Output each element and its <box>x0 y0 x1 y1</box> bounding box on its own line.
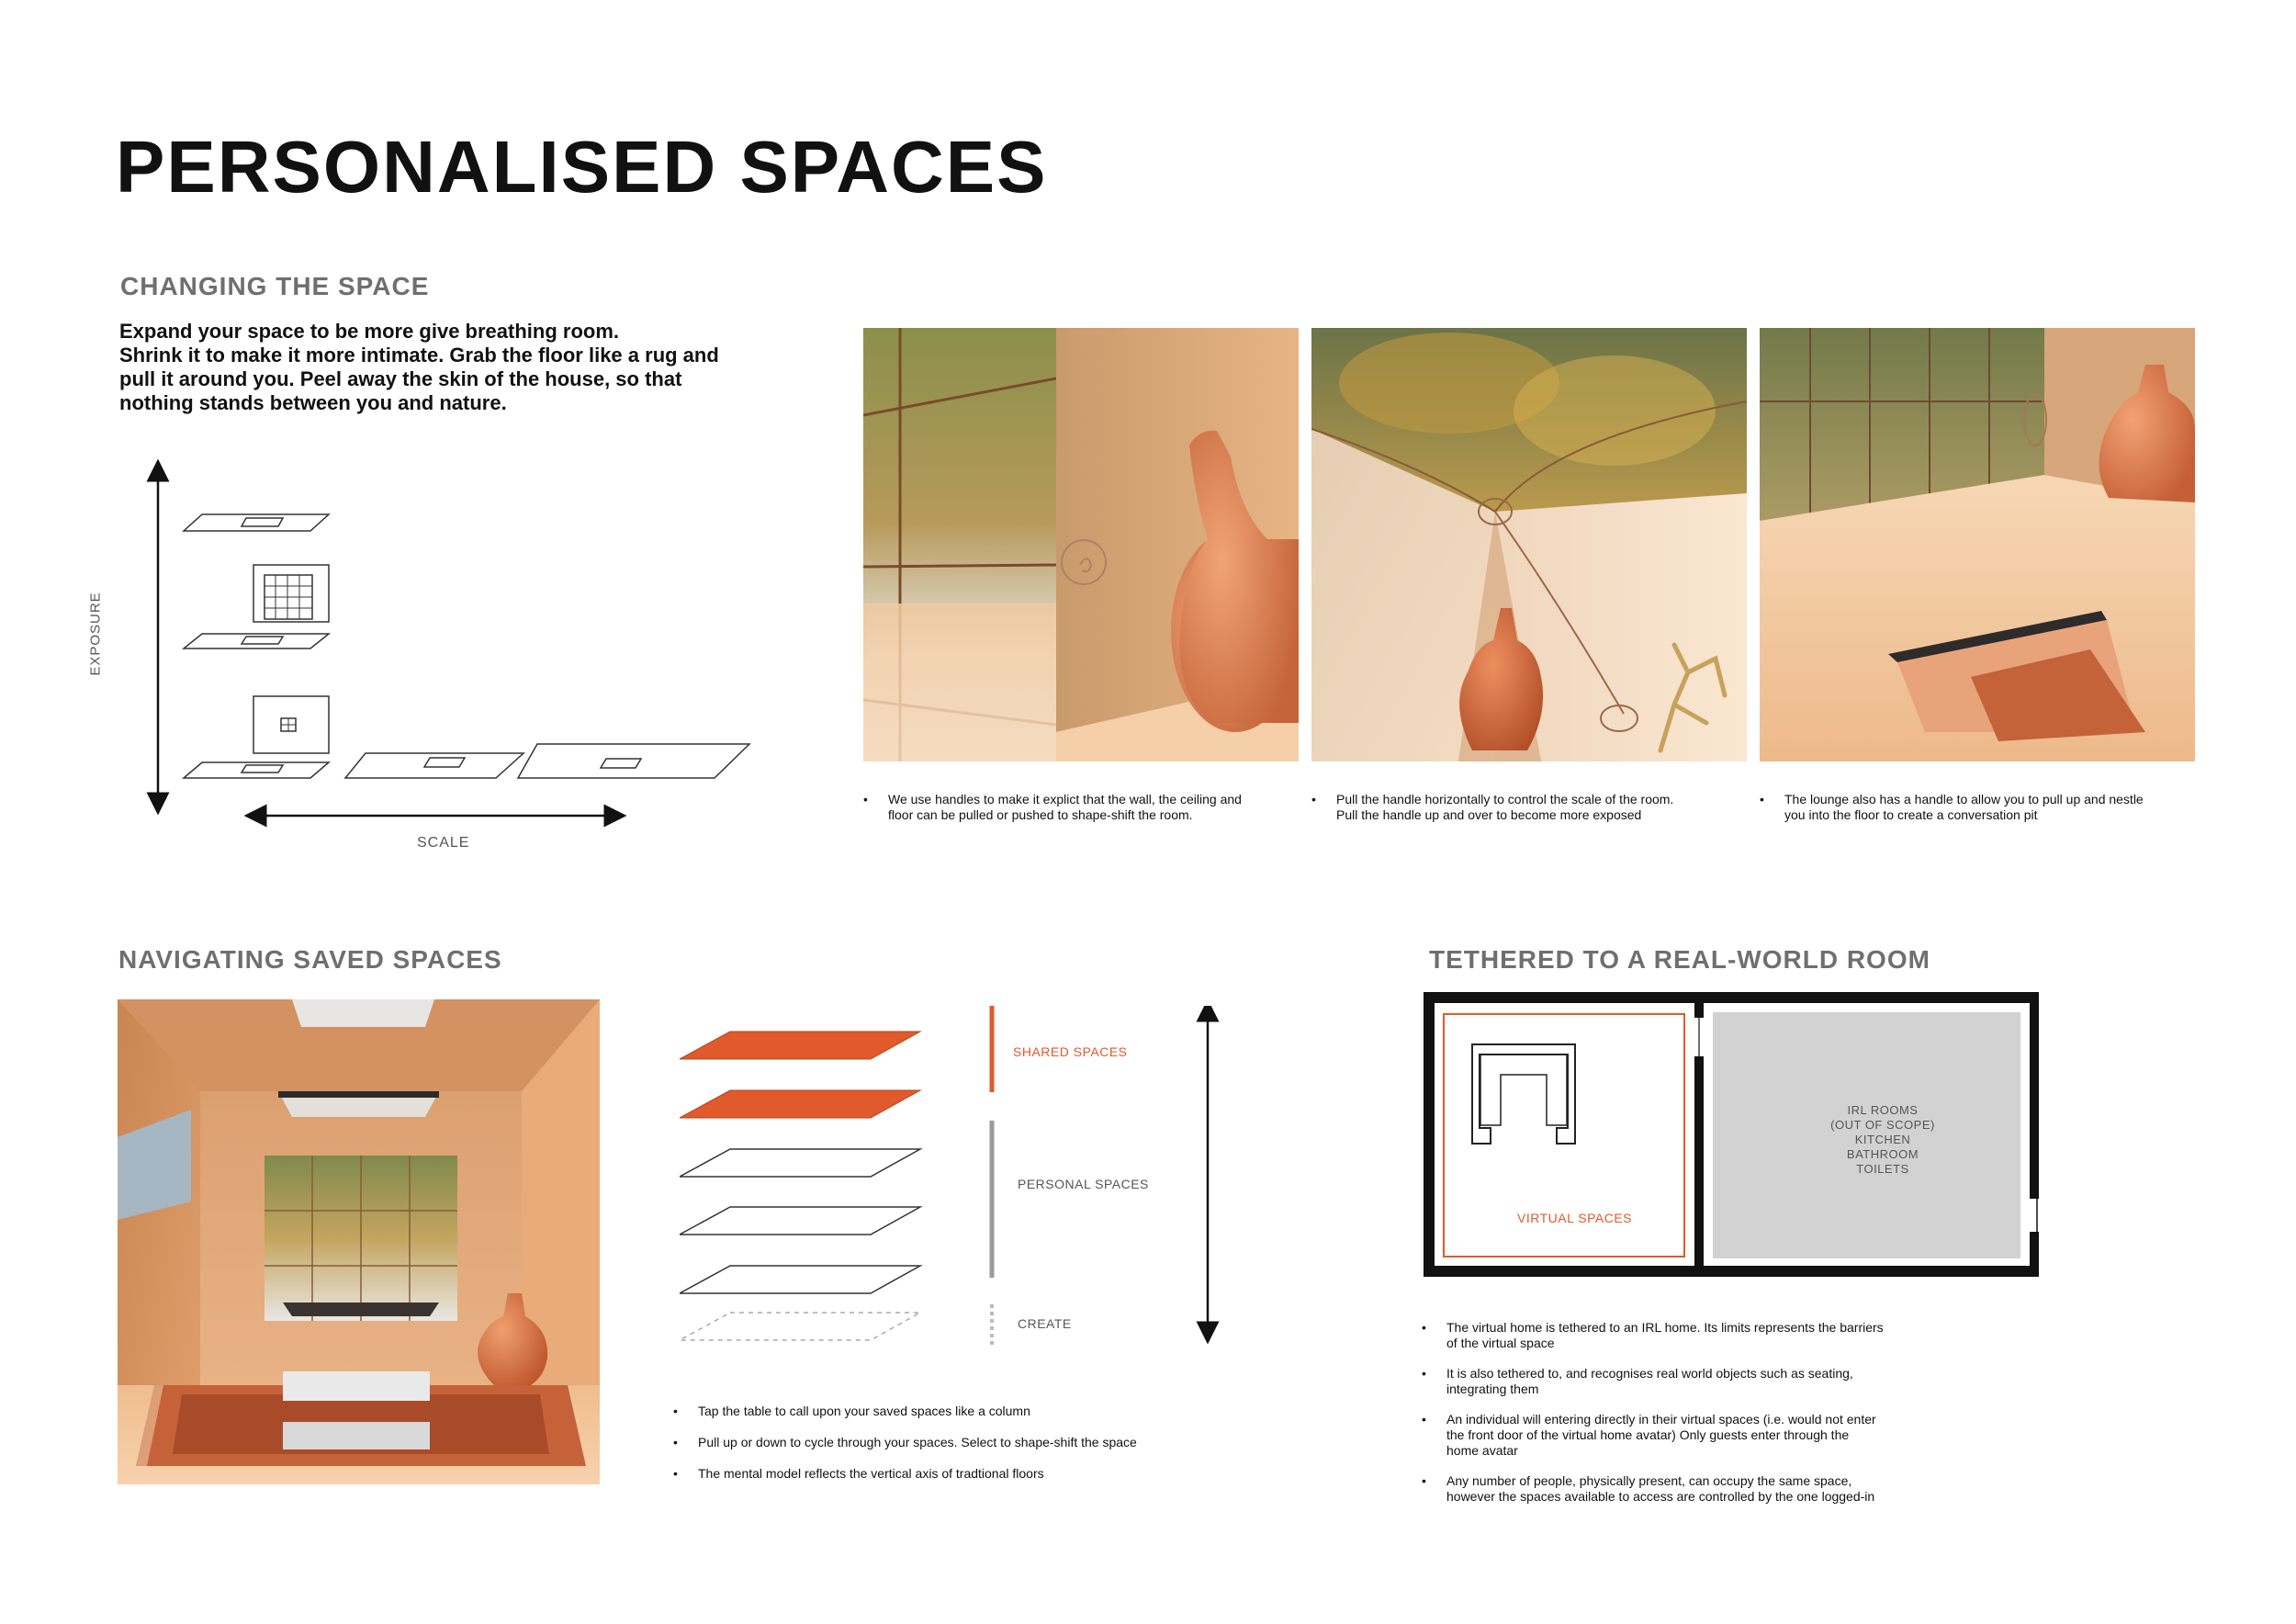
exposure-scale-diagram <box>92 459 771 882</box>
irl-line: IRL ROOMS <box>1847 1103 1919 1117</box>
caption-line: you into the floor to create a conversation pit <box>1784 807 2038 822</box>
saved-spaces-stack-diagram <box>680 1006 1249 1364</box>
room-render-wall-handle <box>863 328 1299 761</box>
navigating-bullet <box>673 1404 1030 1419</box>
virtual-spaces-label: VIRTUAL SPACES <box>1517 1211 1633 1225</box>
tethered-bullet <box>1422 1320 1884 1351</box>
irl-rooms-label <box>1805 1103 1961 1177</box>
intro-line: Shrink it to make it more intimate. Grab the floor like a rug and <box>119 344 719 367</box>
caption-render-1 <box>863 792 1295 823</box>
caption-line: Pull the handle horizontally to control the scale of the room. <box>1336 792 1674 806</box>
bullet-line: integrating them <box>1446 1382 1539 1396</box>
bullet-dot: • <box>1311 792 1316 806</box>
tethered-bullet <box>1422 1473 1874 1505</box>
intro-line: pull it around you. Peel away the skin of the house, so that <box>119 367 682 390</box>
bullet-dot: • <box>1760 792 1764 806</box>
bullet-text: Pull up or down to cycle through your spaces. Select to shape-shift the space <box>698 1435 1137 1449</box>
bullet-dot: • <box>1422 1320 1426 1335</box>
irl-line: KITCHEN <box>1854 1133 1911 1146</box>
irl-line: BATHROOM <box>1846 1147 1919 1161</box>
sofa-outline <box>1472 1044 1575 1144</box>
changing-intro <box>119 320 762 415</box>
bullet-dot: • <box>673 1435 678 1449</box>
personal-space-layer <box>680 1207 920 1235</box>
irl-line: (OUT OF SCOPE) <box>1830 1118 1935 1132</box>
tethered-bullet <box>1422 1366 1853 1397</box>
navigating-bullet <box>673 1466 1044 1482</box>
caption-line: We use handles to make it explict that the wall, the ceiling and <box>888 792 1242 806</box>
room-render-conversation-pit <box>1760 328 2195 761</box>
bullet-line: of the virtual space <box>1446 1336 1555 1350</box>
bullet-text: The mental model reflects the vertical axis of tradtional floors <box>698 1466 1044 1481</box>
bullet-line: It is also tethered to, and recognises real world objects such as seating, <box>1446 1366 1853 1381</box>
floor-rug <box>242 518 283 526</box>
caption-line: Pull the handle up and over to become more exposed <box>1336 807 1642 822</box>
shared-spaces-label: SHARED SPACES <box>1013 1044 1128 1059</box>
navigating-bullet <box>673 1435 1137 1450</box>
create-space-layer <box>680 1313 920 1340</box>
personal-space-layer <box>680 1266 920 1293</box>
caption-line: floor can be pulled or pushed to shape-shift the room. <box>888 807 1193 822</box>
tethered-bullet <box>1422 1412 1876 1459</box>
section-heading-changing: CHANGING THE SPACE <box>120 272 430 300</box>
bullet-dot: • <box>673 1466 678 1481</box>
shared-space-layer <box>680 1032 920 1059</box>
bullet-line: the front door of the virtual home avatar) Only guests enter through the <box>1446 1427 1850 1442</box>
bullet-line: home avatar <box>1446 1443 1518 1458</box>
create-label: CREATE <box>1018 1316 1072 1331</box>
page-title: PERSONALISED SPACES <box>116 126 1048 208</box>
shared-space-layer <box>680 1090 920 1118</box>
personal-spaces-label: PERSONAL SPACES <box>1018 1177 1149 1191</box>
caption-line: The lounge also has a handle to allow you to pull up and nestle <box>1784 792 2144 806</box>
caption-render-2 <box>1311 792 1743 823</box>
room-render-ceiling-peel <box>1311 328 1747 761</box>
room-render-saved-spaces <box>118 999 600 1484</box>
bullet-line: however the spaces available to access are controlled by the one logged-in <box>1446 1489 1875 1504</box>
bullet-dot: • <box>1422 1473 1426 1488</box>
caption-render-3 <box>1760 792 2191 823</box>
personal-space-layer <box>680 1149 920 1177</box>
bullet-line: The virtual home is tethered to an IRL home. Its limits represents the barriers <box>1446 1320 1884 1335</box>
bullet-line: Any number of people, physically present, can occupy the same space, <box>1446 1473 1852 1488</box>
intro-line: Expand your space to be more give breathing room. <box>119 320 620 343</box>
section-heading-navigating: NAVIGATING SAVED SPACES <box>118 945 502 974</box>
bullet-dot: • <box>863 792 868 806</box>
intro-line: nothing stands between you and nature. <box>119 391 507 414</box>
bullet-line: An individual will entering directly in their virtual spaces (i.e. would not enter <box>1446 1412 1876 1427</box>
scale-label: SCALE <box>417 835 470 851</box>
exposure-label: EXPOSURE <box>87 592 104 676</box>
bullet-dot: • <box>1422 1366 1426 1381</box>
irl-line: TOILETS <box>1856 1162 1909 1176</box>
bullet-dot: • <box>1422 1412 1426 1427</box>
bullet-text: Tap the table to call upon your saved spaces like a column <box>698 1404 1030 1418</box>
bullet-dot: • <box>673 1404 678 1418</box>
section-heading-tethered: TETHERED TO A REAL-WORLD ROOM <box>1429 945 1930 974</box>
